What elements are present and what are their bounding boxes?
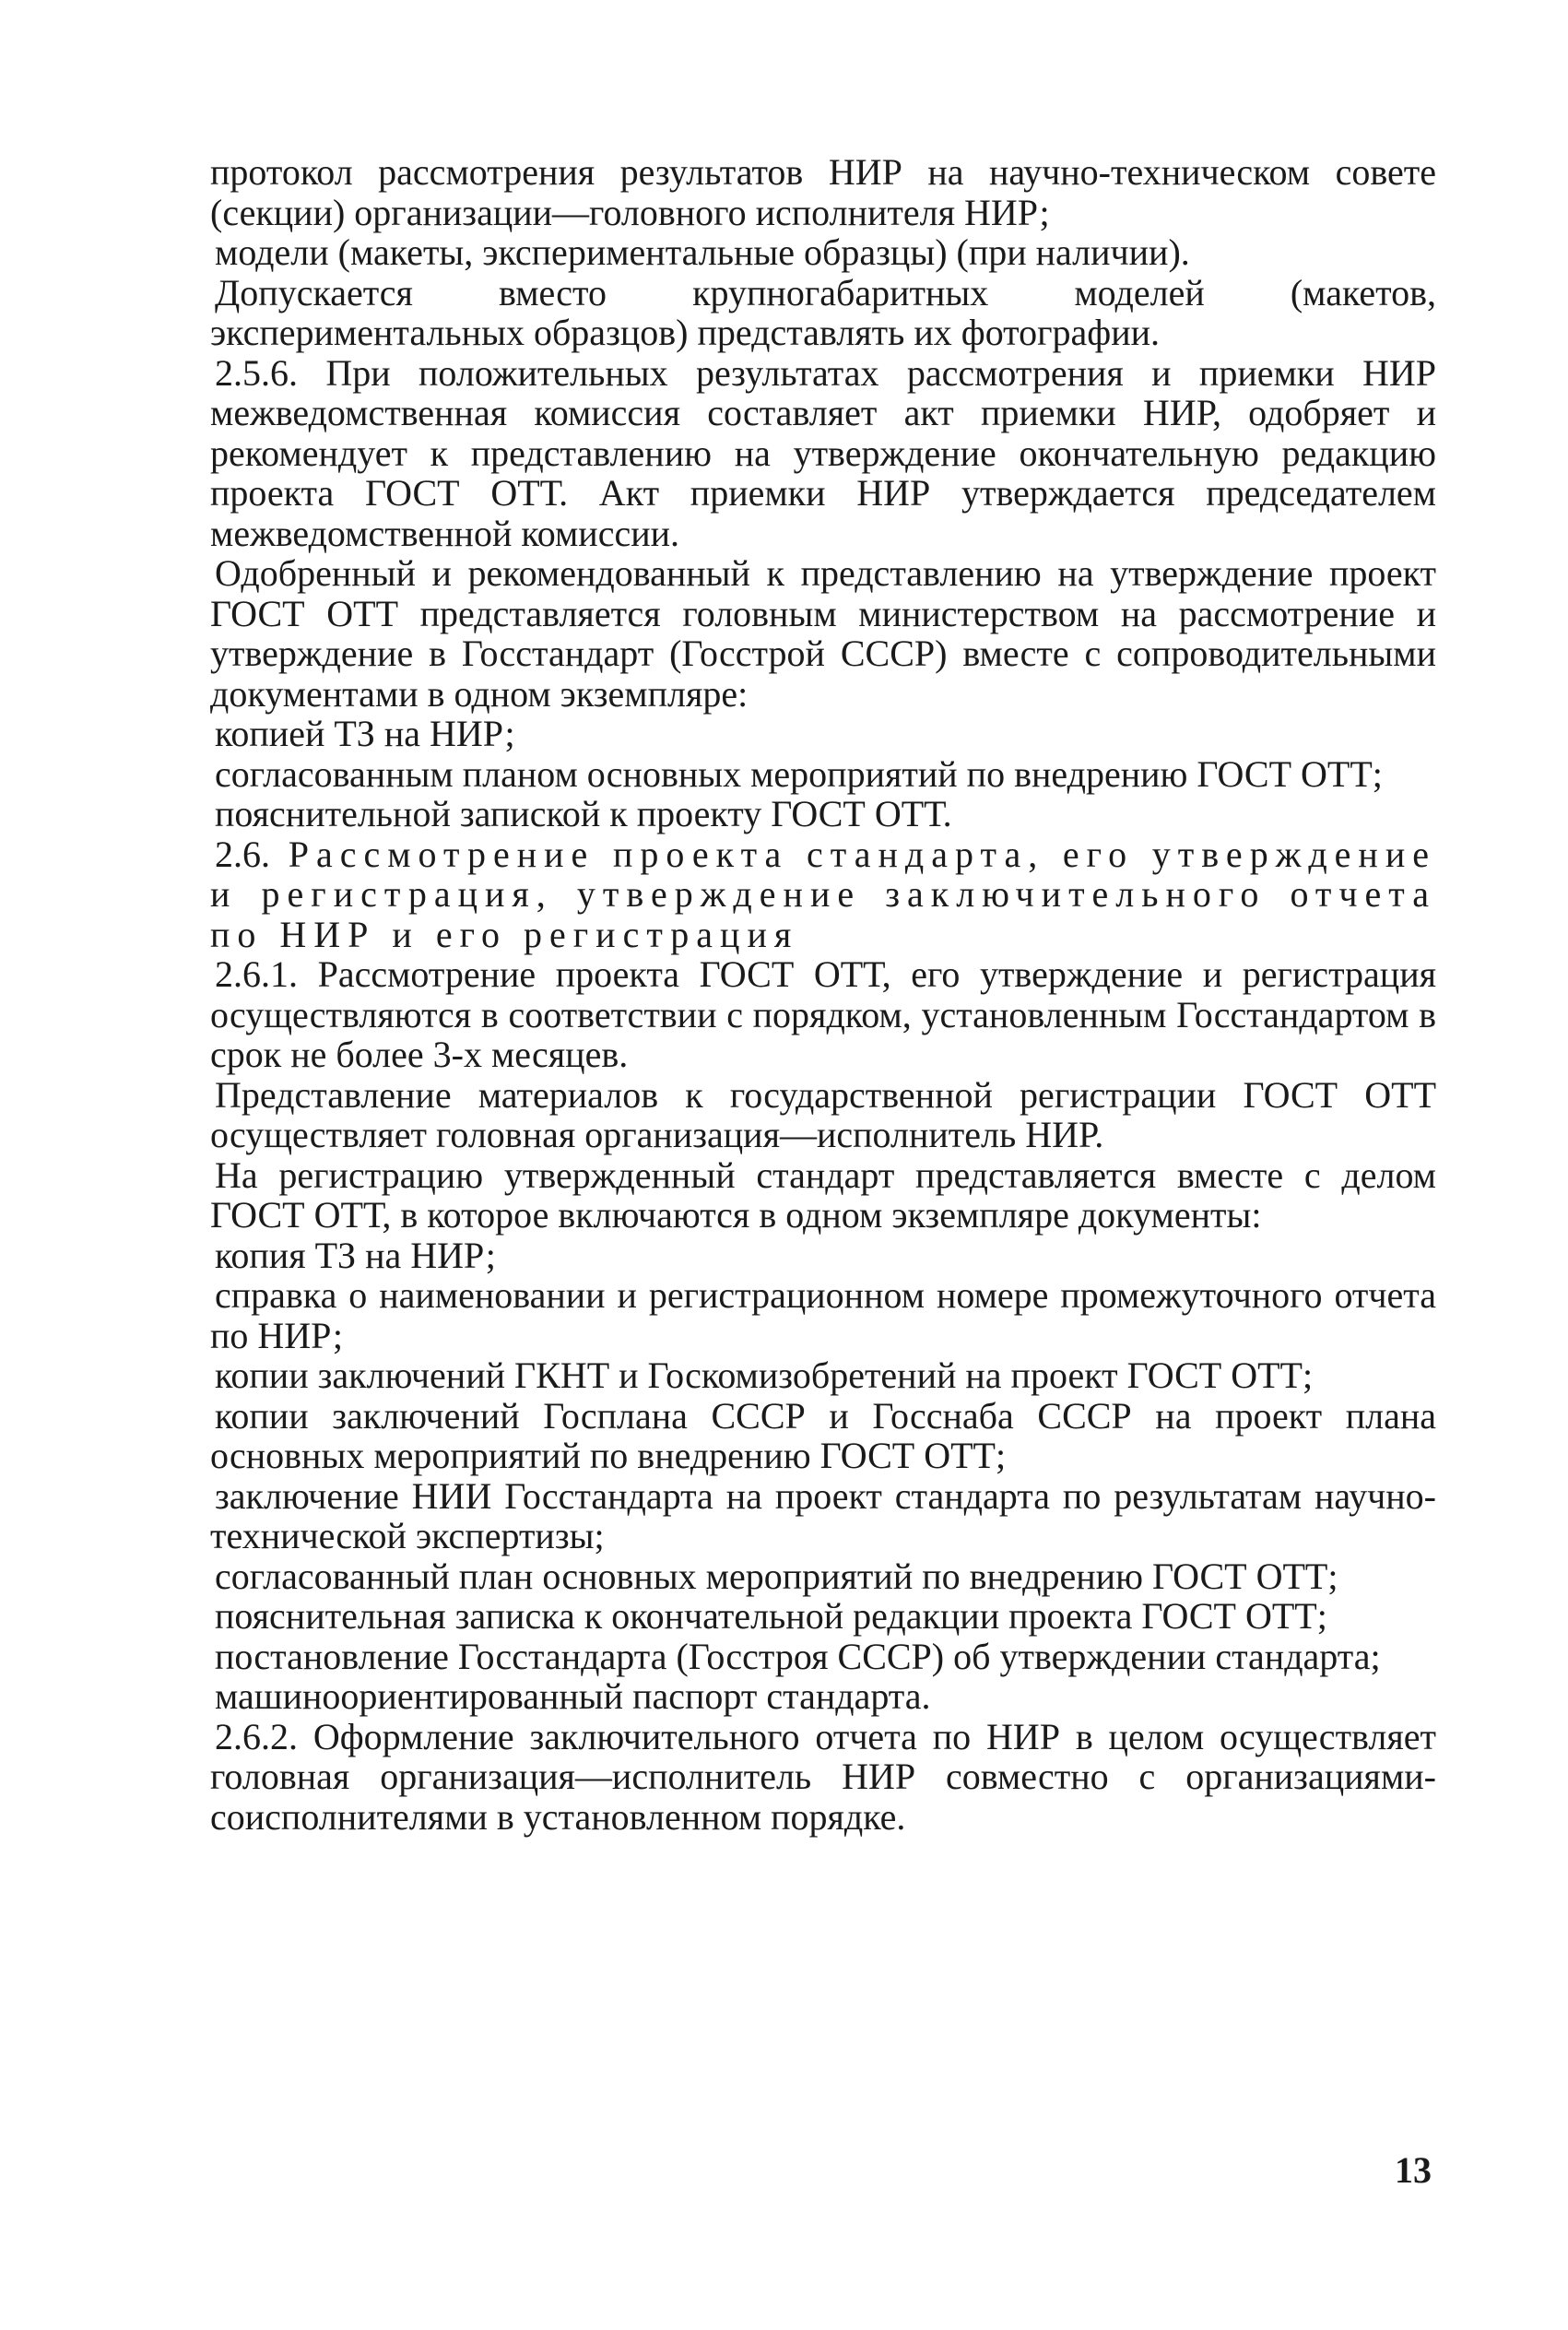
list-item-note: пояснительная записка к окончательной редакции проекта ГОСТ ОТТ; (215, 1595, 1327, 1637)
list-item-tz-copy-2: копия ТЗ на НИР; (215, 1234, 496, 1276)
list-item-plan: согласованный план основных мероприятий по внедрению ГОСТ ОТТ; (215, 1555, 1338, 1597)
paragraph-2-6-1: 2.6.1. Рассмотрение проекта ГОСТ ОТТ, его утверждение и регистрация осуществляются в соответствии с порядком, установленным Госстандартом в срок не более 3-х месяцев. (210, 953, 1436, 1075)
list-item-tz-copy: копией ТЗ на НИР; (215, 713, 515, 754)
paragraph-models: модели (макеты, экспериментальные образцы) (при наличии). (215, 231, 1190, 273)
section-heading-2-6 (210, 834, 1436, 955)
page-number: 13 (1395, 2149, 1432, 2191)
paragraph-protocol: протокол рассмотрения результатов НИР на научно-техническом совете (секции) организации—головного исполнителя НИР; (210, 151, 1436, 233)
section-title: Рассмотрение проекта стандарта, его утверждение и регистрация, утверждение заключительного отчета по НИР и его регистрация (210, 833, 1436, 955)
paragraph-approved-project: Одобренный и рекомендованный к представлению на утверждение проект ГОСТ ОТТ представляется головным министерством на рассмотрение и утверждение в Госстандарт (Госстрой СССР) вместе с сопроводительными документами в одном экземпляре: (210, 552, 1436, 715)
list-item-explanatory-note: пояснительной запиской к проекту ГОСТ ОТТ. (215, 793, 952, 834)
list-item-gosplan: копии заключений Госплана СССР и Госснаба СССР на проект плана основных мероприятий по внедрению ГОСТ ОТТ; (210, 1394, 1436, 1476)
list-item-gknt: копии заключений ГКНТ и Госкомизобретений на проект ГОСТ ОТТ; (215, 1354, 1314, 1396)
list-item-agreed-plan: согласованным планом основных мероприятий по внедрению ГОСТ ОТТ; (215, 752, 1383, 795)
paragraph-2-5-6: 2.5.6. При положительных результатах рассмотрения и приемки НИР межведомственная комиссия составляет акт приемки НИР, одобряет и рекомендует к представлению на утверждение окончательную редакцию проекта ГОСТ ОТТ. Акт приемки НИР утверждается председателем межведомственной комиссии. (210, 351, 1436, 554)
list-item-resolution: постановление Госстандарта (Госстроя СССР) об утверждении стандарта; (215, 1635, 1381, 1677)
paragraph-2-6-2: 2.6.2. Оформление заключительного отчета по НИР в целом осуществляет головная организация—исполнитель НИР совместно с организациями-соисполнителями в установленном порядке. (210, 1715, 1436, 1838)
list-item-nii: заключение НИИ Госстандарта на проект стандарта по результатам научно-технической экспертизы; (210, 1474, 1436, 1556)
list-item-reference: справка о наименовании и регистрационном номере промежуточного отчета по НИР; (210, 1274, 1436, 1356)
section-number: 2.6. (215, 833, 270, 875)
paragraph-materials: Представление материалов к государственной регистрации ГОСТ ОТТ осуществляет головная организация—исполнитель НИР. (210, 1073, 1436, 1155)
document-page (210, 152, 1436, 1837)
paragraph-photos: Допускается вместо крупногабаритных моделей (макетов, экспериментальных образцов) представлять их фотографии. (210, 271, 1436, 353)
paragraph-registration: На регистрацию утвержденный стандарт представляется вместе с делом ГОСТ ОТТ, в которое включаются в одном экземпляре документы: (210, 1153, 1436, 1236)
list-item-passport: машиноориентированный паспорт стандарта. (215, 1675, 931, 1717)
